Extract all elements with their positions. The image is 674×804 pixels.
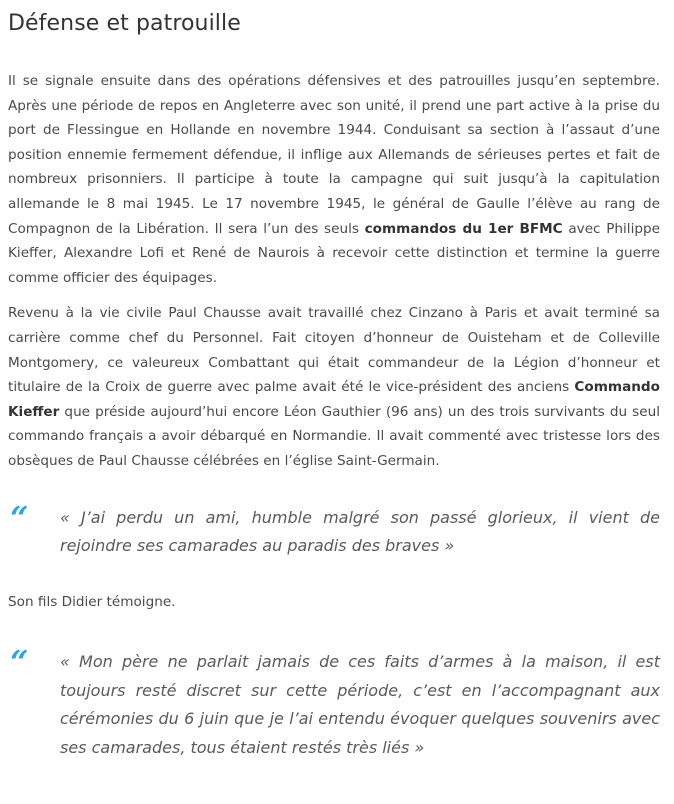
bold-commando-kieffer: Commando Kieffer: [8, 379, 660, 420]
blockquote-leon: [8, 498, 660, 561]
quote-mark-icon: “: [10, 498, 29, 537]
bold-commandos: commandos du 1er BFMC: [364, 220, 563, 237]
paragraph-text: Il se signale ensuite dans des opérations défensives et des patrouilles jusqu’en septembre. Après une période de repos en Angleterre avec son unité, il prend une part active à la prise du port de Flessingue en Hollande en novembre 1944. Conduisant sa section à l’assaut d’une position ennemie fermement défendue, il inflige aux Allemands de sérieuses pertes et fait de nombreux prisonniers. Il participe à toute la campagne qui suit jusqu’à la capitulation allemande le 8 mai 1945. Le 17 novembre 1945, le général de Gaulle l’élève au rang de Compagnon de la Libération. Il sera l’un des seuls: [8, 73, 660, 237]
quote-mark-icon: “: [10, 643, 29, 682]
paragraph-text: Revenu à la vie civile Paul Chausse avait travaillé chez Cinzano à Paris et avait terminé sa carrière comme chef du Personnel. Fait citoyen d’honneur de Ouisteham et de Colleville Montgomery, ce valeureux Combattant qui était commandeur de la Légion d’honneur et titulaire de la Croix de guerre avec palme avait été le vice-président des anciens: [8, 305, 660, 396]
quote-text: « Mon père ne parlait jamais de ces faits d’armes à la maison, il est toujours resté discret sur cette période, c’est en l’accompagnant aux cérémonies du 6 juin que je l’ai entendu évoquer quelques souvenirs avec ses camarades, tous étaient restés très liés »: [60, 652, 660, 757]
quote-text: « J’ai perdu un ami, humble malgré son passé glorieux, il vient de rejoindre ses camarades au paradis des braves »: [60, 507, 660, 555]
paragraph-civil-life: [8, 301, 660, 473]
blockquote-didier: [8, 643, 660, 762]
paragraph-defense: [8, 69, 660, 290]
paragraph-didier: Son fils Didier témoigne.: [8, 593, 176, 610]
section-title: Défense et patrouille: [8, 11, 241, 36]
paragraph-text: avec Philippe Kieffer, Alexandre Lofi et René de Naurois à recevoir cette distinction et termine la guerre comme officier des équipages.: [8, 220, 660, 286]
paragraph-text: que préside aujourd’hui encore Léon Gauthier (96 ans) un des trois survivants du seul commando français a avoir débarqué en Normandie. Il avait commenté avec tristesse lors des obsèques de Paul Chausse célébrées en l’église Saint-Germain.: [8, 403, 660, 469]
